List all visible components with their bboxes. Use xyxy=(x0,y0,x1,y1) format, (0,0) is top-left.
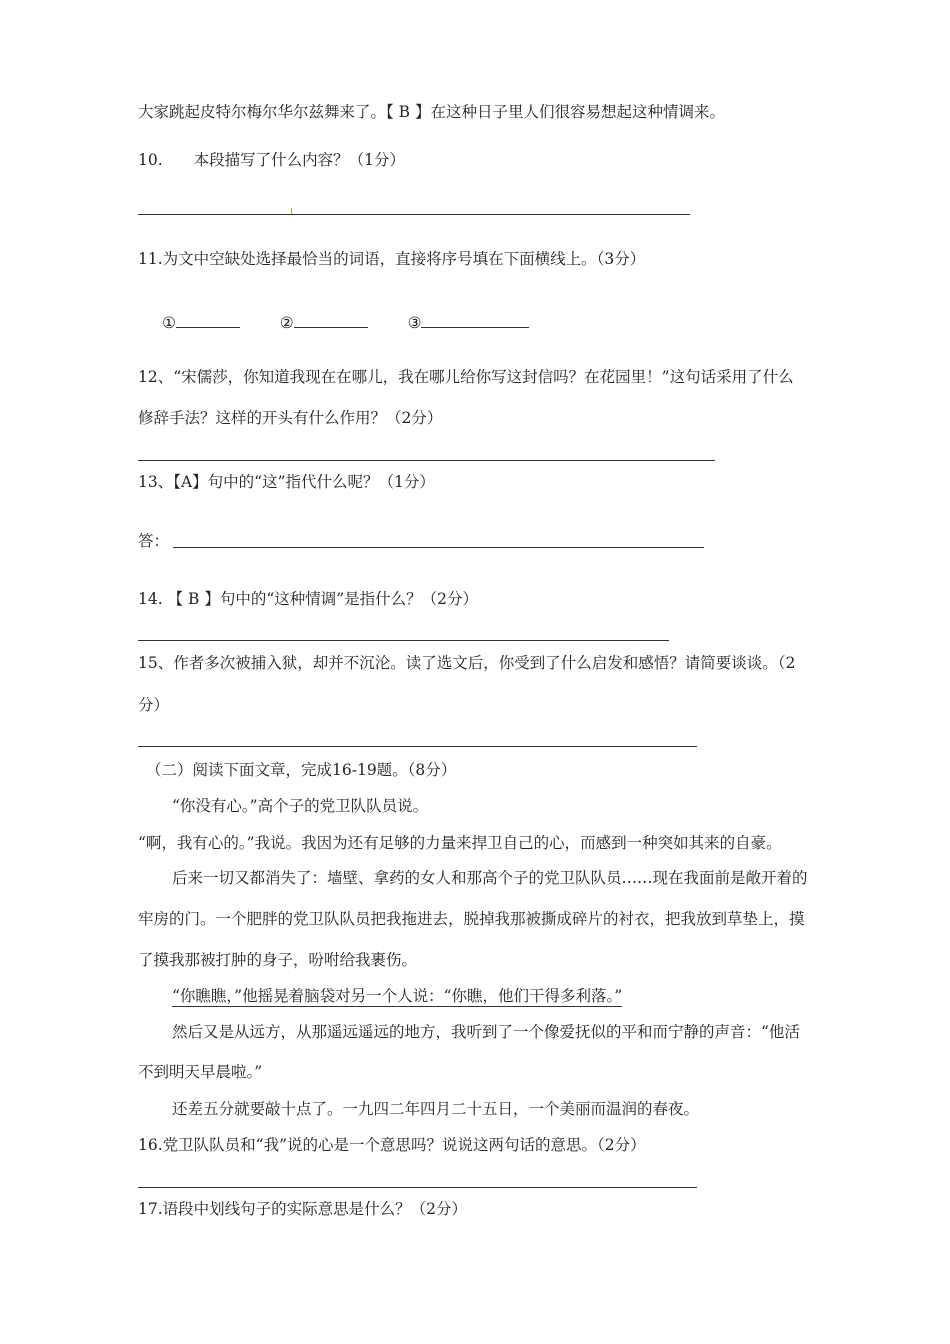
blank-3-line[interactable] xyxy=(421,311,529,328)
passage-paragraph: 还差五分就要敲十点了。一九四二年四月二十五日，一个美丽而温润的春夜。 xyxy=(172,1100,700,1118)
question-10: 10. 本段描写了什么内容？（1分） xyxy=(138,151,406,169)
question-15-line-1: 15、作者多次被捕入狱，却并不沉沦。读了选文后，你受到了什么启发和感悟？请简要谈谈。（2 xyxy=(138,654,796,672)
question-15-line-2: 分） xyxy=(138,696,170,714)
blank-2-line[interactable] xyxy=(294,311,368,328)
answer-line xyxy=(138,214,690,215)
underlined-sentence xyxy=(172,986,622,1006)
answer-line xyxy=(138,460,715,461)
passage-paragraph: 牢房的门。一个肥胖的党卫队队员把我拖进去，脱掉我那被撕成碎片的衬衣，把我放到草垫上，摸 xyxy=(138,910,805,928)
decorative-mark xyxy=(291,208,292,214)
passage-paragraph: “啊，我有心的。”我说。我因为还有足够的力量来捍卫自己的心，而感到一种突如其来的自豪。 xyxy=(138,834,782,852)
blank-2-label: ② xyxy=(279,314,294,332)
question-12-line-1: 12、“宋儒莎，你知道我现在在哪儿，我在哪儿给你写这封信吗？在花园里！”这句话采用了什么 xyxy=(138,368,794,386)
answer-line xyxy=(138,640,669,641)
blank-1-line[interactable] xyxy=(176,311,240,328)
question-11-blanks xyxy=(162,311,529,333)
question-14: 14. 【 B 】句中的“这种情调”是指什么？（2分） xyxy=(138,590,479,608)
blank-1-label: ① xyxy=(162,314,176,332)
answer-line xyxy=(138,1187,697,1188)
blank-3-label: ③ xyxy=(407,314,422,332)
passage-paragraph: 后来一切又都消失了：墙壁、拿药的女人和那高个子的党卫队队员……现在我面前是敞开着的 xyxy=(172,869,808,887)
question-11: 11.为文中空缺处选择最恰当的词语，直接将序号填在下面横线上。（3分） xyxy=(138,250,646,268)
question-13: 13、【A】句中的“这”指代什么呢？（1分） xyxy=(138,473,435,491)
question-12-line-2: 修辞手法？这样的开头有什么作用？（2分） xyxy=(138,409,443,427)
answer-line xyxy=(138,746,697,747)
section-heading: （二）阅读下面文章，完成16-19题。（8分） xyxy=(146,761,457,779)
answer-label: 答： xyxy=(138,532,170,550)
underlined-text: “你瞧瞧，”他摇晃着脑袋对另一个人说：“你瞧，他们干得多利落。” xyxy=(172,987,623,1005)
answer-line xyxy=(173,547,704,548)
passage-paragraph: 不到明天早晨啦。” xyxy=(138,1063,263,1081)
passage-paragraph: 然后又是从远方，从那遥远遥远的地方，我听到了一个像爱抚似的平和而宁静的声音：“他活 xyxy=(172,1023,800,1041)
passage-paragraph: 了摸我那被打肿的身子，吩咐给我裹伤。 xyxy=(138,951,418,969)
question-17: 17.语段中划线句子的实际意思是什么？（2分） xyxy=(138,1200,468,1218)
passage-paragraph: “你没有心。”高个子的党卫队队员说。 xyxy=(172,797,429,815)
passage-line: 大家跳起皮特尔梅尔华尔兹舞来了。【 B 】在这种日子里人们很容易想起这种情调来。 xyxy=(138,103,725,121)
question-16: 16.党卫队队员和“我”说的心是一个意思吗？说说这两句话的意思。（2分） xyxy=(138,1136,646,1154)
